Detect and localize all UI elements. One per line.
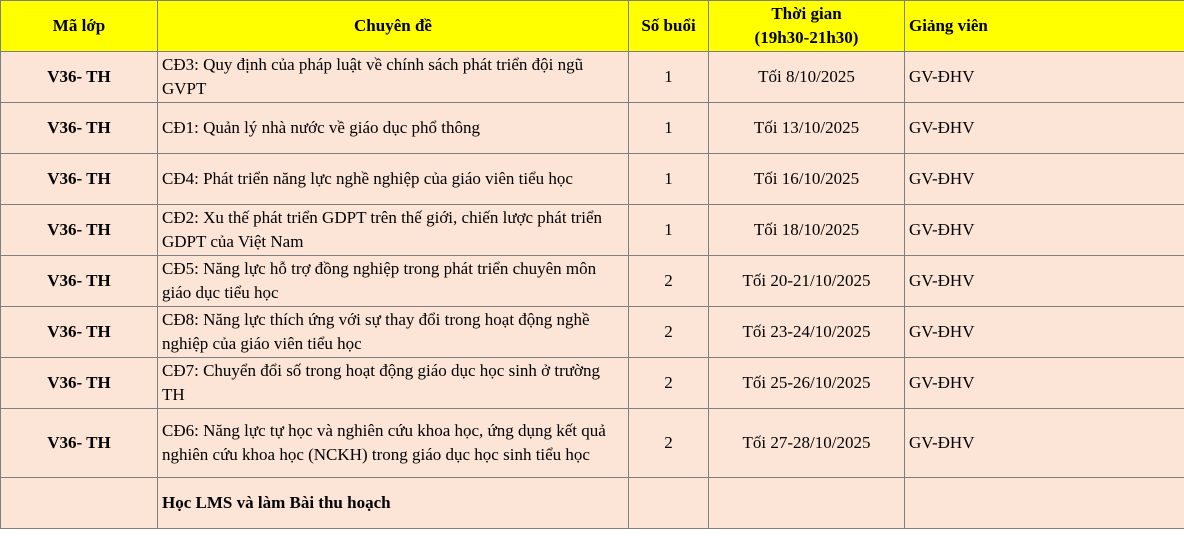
cell-ma-lop: V36- TH bbox=[1, 154, 158, 205]
header-thoi-gian-line2: (19h30-21h30) bbox=[754, 28, 859, 47]
cell-ma-lop: V36- TH bbox=[1, 358, 158, 409]
footer-empty-cell bbox=[709, 478, 905, 529]
cell-chuyen-de: CĐ8: Năng lực thích ứng với sự thay đổi trong hoạt động nghề nghiệp của giáo viên tiểu học bbox=[158, 307, 629, 358]
cell-chuyen-de: CĐ7: Chuyển đổi số trong hoạt động giáo dục học sinh ở trường TH bbox=[158, 358, 629, 409]
cell-giang-vien: GV-ĐHV bbox=[905, 358, 1184, 409]
cell-chuyen-de: CĐ3: Quy định của pháp luật về chính sách phát triển đội ngũ GVPT bbox=[158, 52, 629, 103]
cell-thoi-gian: Tối 25-26/10/2025 bbox=[709, 358, 905, 409]
table-row bbox=[1, 409, 1184, 478]
table-row bbox=[1, 52, 1184, 103]
table-row bbox=[1, 205, 1184, 256]
header-row bbox=[1, 1, 1184, 52]
cell-so-buoi: 2 bbox=[629, 307, 709, 358]
cell-thoi-gian: Tối 23-24/10/2025 bbox=[709, 307, 905, 358]
cell-so-buoi: 2 bbox=[629, 358, 709, 409]
header-thoi-gian-line1: Thời gian bbox=[771, 4, 842, 23]
cell-so-buoi: 1 bbox=[629, 103, 709, 154]
cell-thoi-gian: Tối 8/10/2025 bbox=[709, 52, 905, 103]
header-so-buoi: Số buổi bbox=[629, 1, 709, 52]
footer-empty-cell bbox=[1, 478, 158, 529]
table-row bbox=[1, 358, 1184, 409]
table-row bbox=[1, 256, 1184, 307]
header-ma-lop: Mã lớp bbox=[1, 1, 158, 52]
cell-chuyen-de: CĐ1: Quản lý nhà nước về giáo dục phổ thông bbox=[158, 103, 629, 154]
header-chuyen-de: Chuyên đề bbox=[158, 1, 629, 52]
cell-giang-vien: GV-ĐHV bbox=[905, 103, 1184, 154]
table-row bbox=[1, 154, 1184, 205]
cell-so-buoi: 1 bbox=[629, 205, 709, 256]
cell-so-buoi: 1 bbox=[629, 154, 709, 205]
footer-row bbox=[1, 478, 1184, 529]
cell-chuyen-de: CĐ6: Năng lực tự học và nghiên cứu khoa học, ứng dụng kết quả nghiên cứu khoa học (NCKH) trong giáo dục học sinh tiểu học bbox=[158, 409, 629, 478]
table-row bbox=[1, 103, 1184, 154]
cell-giang-vien: GV-ĐHV bbox=[905, 205, 1184, 256]
footer-empty-cell bbox=[629, 478, 709, 529]
cell-giang-vien: GV-ĐHV bbox=[905, 307, 1184, 358]
cell-ma-lop: V36- TH bbox=[1, 205, 158, 256]
cell-giang-vien: GV-ĐHV bbox=[905, 52, 1184, 103]
cell-chuyen-de: CĐ2: Xu thế phát triển GDPT trên thế giới, chiến lược phát triển GDPT của Việt Nam bbox=[158, 205, 629, 256]
cell-thoi-gian: Tối 18/10/2025 bbox=[709, 205, 905, 256]
footer-empty-cell bbox=[905, 478, 1184, 529]
cell-ma-lop: V36- TH bbox=[1, 307, 158, 358]
cell-giang-vien: GV-ĐHV bbox=[905, 256, 1184, 307]
cell-ma-lop: V36- TH bbox=[1, 409, 158, 478]
cell-so-buoi: 2 bbox=[629, 256, 709, 307]
cell-thoi-gian: Tối 27-28/10/2025 bbox=[709, 409, 905, 478]
cell-chuyen-de: CĐ5: Năng lực hỗ trợ đồng nghiệp trong phát triển chuyên môn giáo dục tiểu học bbox=[158, 256, 629, 307]
cell-so-buoi: 2 bbox=[629, 409, 709, 478]
cell-thoi-gian: Tối 16/10/2025 bbox=[709, 154, 905, 205]
cell-giang-vien: GV-ĐHV bbox=[905, 409, 1184, 478]
cell-so-buoi: 1 bbox=[629, 52, 709, 103]
cell-ma-lop: V36- TH bbox=[1, 256, 158, 307]
cell-chuyen-de: CĐ4: Phát triển năng lực nghề nghiệp của giáo viên tiểu học bbox=[158, 154, 629, 205]
header-thoi-gian bbox=[709, 1, 905, 52]
header-giang-vien: Giảng viên bbox=[905, 1, 1184, 52]
cell-thoi-gian: Tối 20-21/10/2025 bbox=[709, 256, 905, 307]
cell-ma-lop: V36- TH bbox=[1, 103, 158, 154]
cell-giang-vien: GV-ĐHV bbox=[905, 154, 1184, 205]
footer-chuyen-de: Học LMS và làm Bài thu hoạch bbox=[158, 478, 629, 529]
table-row bbox=[1, 307, 1184, 358]
cell-thoi-gian: Tối 13/10/2025 bbox=[709, 103, 905, 154]
cell-ma-lop: V36- TH bbox=[1, 52, 158, 103]
